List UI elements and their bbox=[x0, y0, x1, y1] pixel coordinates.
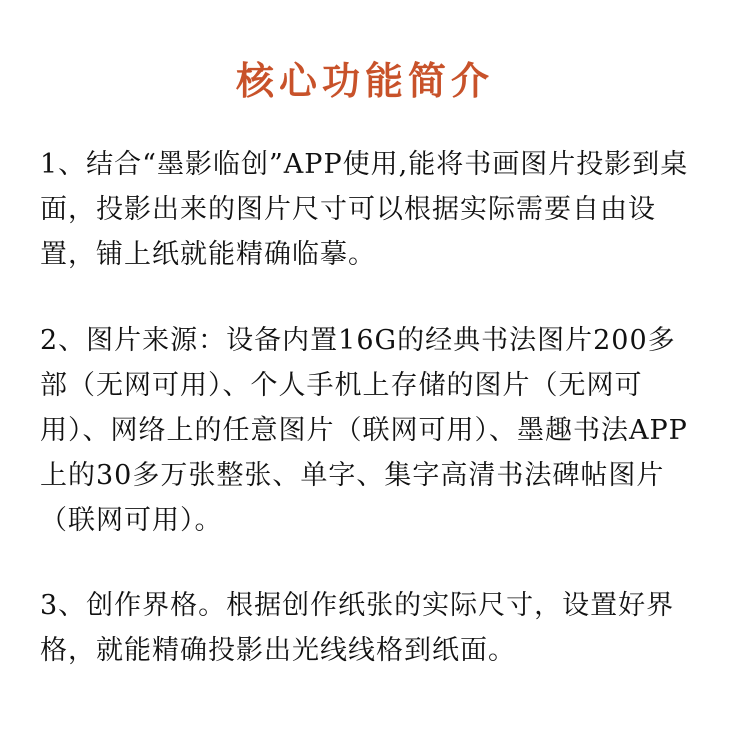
feature-paragraph-grid-creation: 3、创作界格。根据创作纸张的实际尺寸，设置好界格，就能精确投影出光线线格到纸面。 bbox=[40, 590, 675, 666]
feature-paragraph-image-sources: 2、图片来源：设备内置16G的经典书法图片200多部（无网可用）、个人手机上存储的图片（无网可用）、网络上的任意图片（联网可用）、墨趣书法APP上的30多万张整张、单字、集字高清书法碑帖图片（联网可用）。 bbox=[40, 325, 688, 536]
page-title: 核心功能简介 bbox=[235, 58, 494, 103]
feature-paragraph-projection: 1、结合“墨影临创”APP使用,能将书画图片投影到桌面，投影出来的图片尺寸可以根据实际需要自由设置，铺上纸就能精确临摹。 bbox=[40, 149, 689, 270]
